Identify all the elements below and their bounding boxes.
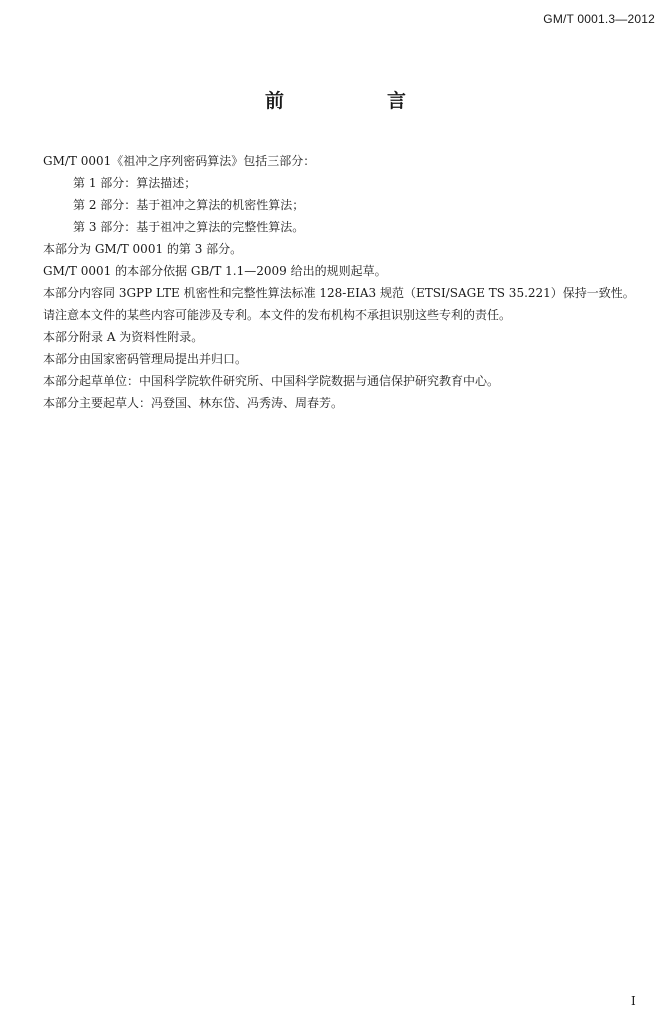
paragraph-proposer: 本部分由国家密码管理局提出并归口。 (43, 352, 248, 366)
paragraph-drafting-units: 本部分起草单位：中国科学院软件研究所、中国科学院数据与通信保护研究教育中心。 (43, 374, 500, 388)
page-title: 前 言 (264, 90, 448, 112)
foreword-body (13, 150, 659, 414)
list-item-part-2: 第 2 部分：基于祖冲之算法的机密性算法； (73, 198, 305, 212)
list-item-part-1: 第 1 部分：算法描述； (73, 176, 197, 190)
paragraph-patent-notice: 请注意本文件的某些内容可能涉及专利。本文件的发布机构不承担识别这些专利的责任。 (43, 308, 512, 322)
paragraph-this-part: 本部分为 GM/T 0001 的第 3 部分。 (43, 242, 243, 256)
standard-code: GM/T 0001.3—2012 (543, 12, 655, 26)
paragraph-appendix: 本部分附录 A 为资料性附录。 (43, 330, 204, 344)
paragraph-intro: GM/T 0001《祖冲之序列密码算法》包括三部分： (43, 154, 316, 168)
page-number: I (631, 994, 636, 1008)
list-item-part-3: 第 3 部分：基于祖冲之算法的完整性算法。 (73, 220, 305, 234)
paragraph-drafting-rules: GM/T 0001 的本部分依据 GB/T 1.1—2009 给出的规则起草。 (43, 264, 387, 278)
paragraph-drafters: 本部分主要起草人：冯登国、林东岱、冯秀涛、周春芳。 (43, 396, 344, 410)
paragraph-consistency: 本部分内容同 3GPP LTE 机密性和完整性算法标准 128-EIA3 规范（ETSI/SAGE TS 35.221）保持一致性。 (43, 286, 635, 300)
